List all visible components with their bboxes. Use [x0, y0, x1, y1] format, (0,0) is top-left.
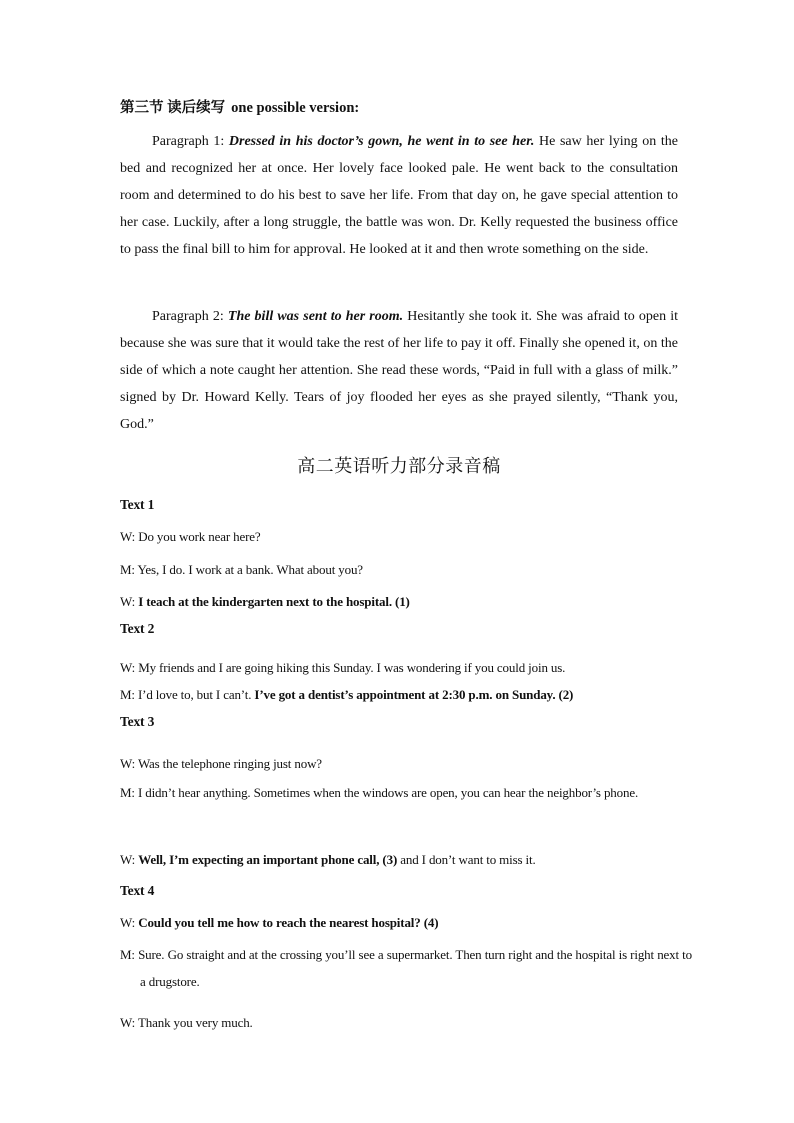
paragraph-1-lead: Dressed in his doctor’s gown, he went in to see her. — [228, 134, 535, 149]
text-4-line-1-prefix: W: — [120, 915, 139, 930]
text-3-line-3-prefix: W: — [120, 852, 139, 867]
text-2-line-1: W: My friends and I are going hiking this Sunday. I was wondering if you could join us. — [120, 660, 566, 675]
text-4-label: Text 4 — [120, 883, 155, 898]
text-1-line-3-prefix: W: — [120, 594, 139, 609]
text-1-line-2: M: Yes, I do. I work at a bank. What about you? — [120, 562, 363, 577]
text-1-line-1: W: Do you work near here? — [120, 529, 261, 544]
text-3-line-3-suffix: and I don’t want to miss it. — [397, 852, 536, 867]
text-3-line-3-answer: Well, I’m expecting an important phone call, (3) — [138, 852, 398, 867]
text-1-label: Text 1 — [120, 497, 155, 512]
paragraph-1-body: He saw her lying on the bed and recognized her at once. Her lovely face looked pale. He went back to the consultation room and determined to do his best to save her life. From that day on, he gave special attention to her case. Luckily, after a long struggle, the battle was won. Dr. Kelly requested the business office to pass the final bill to him for approval. He looked at it and then wrote something on the side. — [120, 134, 678, 257]
text-3-line-1: W: Was the telephone ringing just now? — [120, 756, 322, 771]
paragraph-2-prefix: Paragraph 2: — [152, 309, 228, 324]
text-3-line-3 — [120, 846, 680, 873]
text-4-line-1-answer: Could you tell me how to reach the nearest hospital? (4) — [138, 915, 439, 930]
text-4-line-1 — [120, 909, 680, 936]
section-heading — [120, 96, 359, 117]
text-3-label: Text 3 — [120, 714, 155, 729]
text-2-line-2-answer: I’ve got a dentist’s appointment at 2:30 p.m. on Sunday. (2) — [254, 687, 574, 702]
section-heading-cn: 第三节 读后续写 — [120, 100, 226, 116]
text-2-line-2-prefix: M: I’d love to, but I can’t. — [120, 687, 255, 702]
text-4-line-2: M: Sure. Go straight and at the crossing you’ll see a supermarket. Then turn right and the hospital is right next to a drugstore. — [120, 947, 692, 989]
paragraph-2-body: Hesitantly she took it. She was afraid to open it because she was sure that it would take the rest of her life to pay it off. Finally she opened it, on the side of which a note caught her attention. She read these words, “Paid in full with a glass of milk.” signed by Dr. Howard Kelly. Tears of joy flooded her eyes as she prayed silently, “Thank you, God.” — [120, 309, 678, 432]
paragraph-2 — [120, 303, 678, 438]
paragraph-2-lead: The bill was sent to her room. — [227, 309, 404, 324]
paragraph-1-prefix: Paragraph 1: — [152, 134, 229, 149]
paragraph-1 — [120, 128, 678, 263]
text-1-line-3-answer: I teach at the kindergarten next to the hospital. (1) — [138, 594, 410, 609]
text-2-line-2 — [120, 681, 680, 708]
transcript-title: 高二英语听力部分录音稿 — [297, 456, 501, 477]
text-2-label: Text 2 — [120, 621, 155, 636]
text-3-line-2: M: I didn’t hear anything. Sometimes when the windows are open, you can hear the neighbor’s phone. — [120, 785, 639, 800]
section-heading-en: one possible version: — [231, 100, 360, 116]
text-4-line-3: W: Thank you very much. — [120, 1015, 253, 1030]
text-1-line-3 — [120, 588, 680, 615]
